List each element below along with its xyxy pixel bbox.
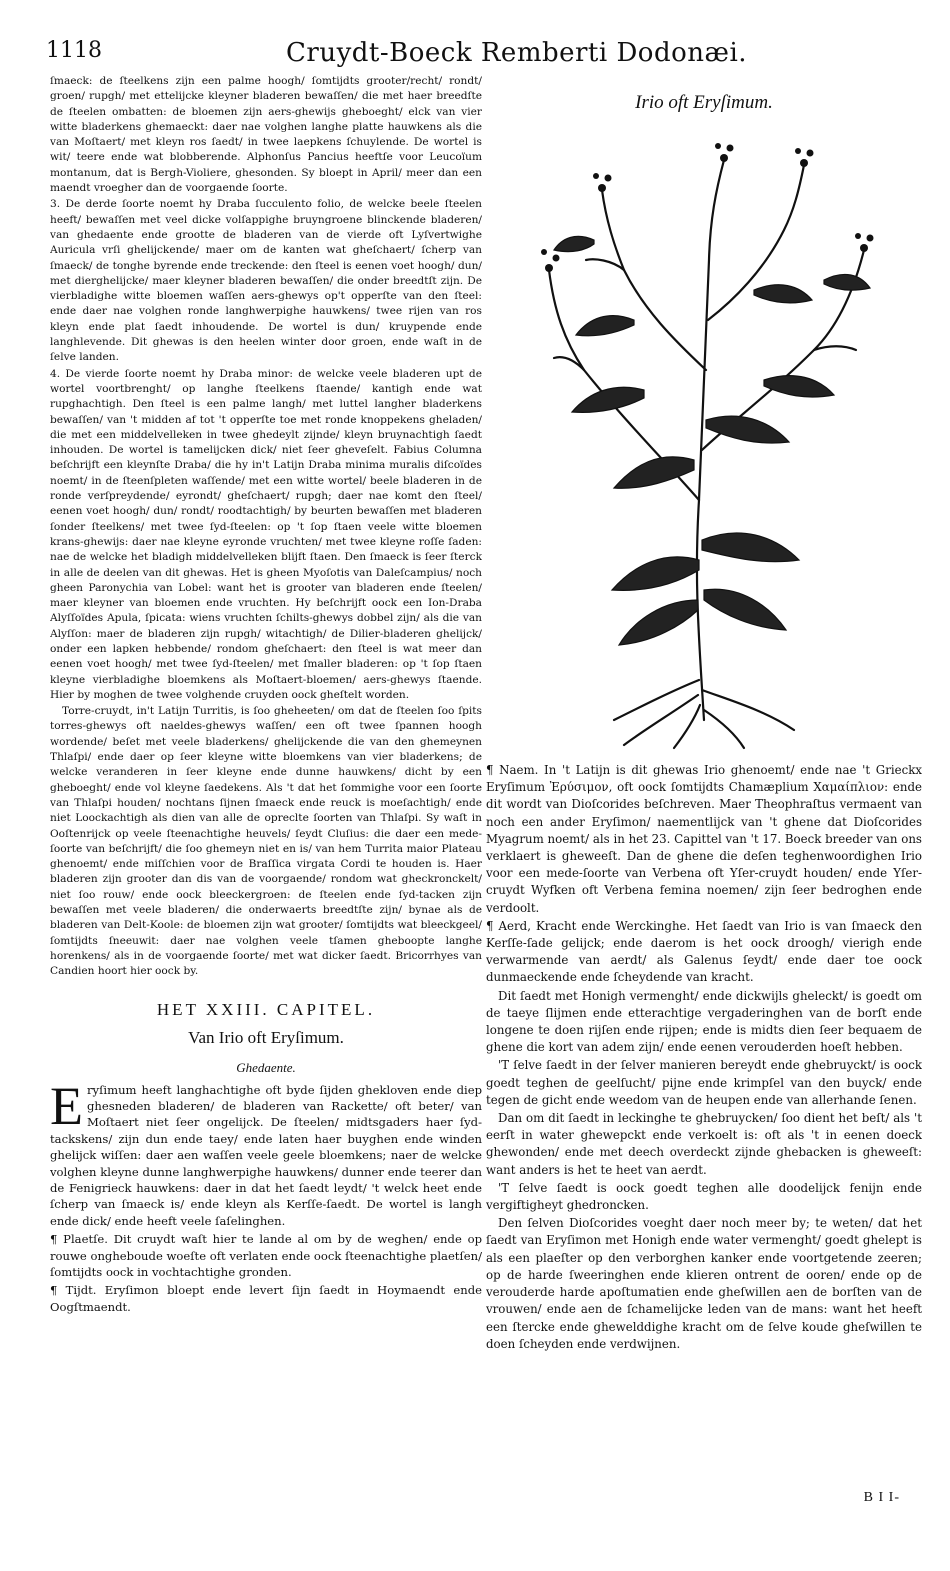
right-column xyxy=(486,72,922,1512)
left-column xyxy=(50,74,482,1494)
text-paragraph: 'T ſelve ſaedt is oock goedt teghen alle doodelijck fenijn ende vergiftigheyt ghedroncken. xyxy=(486,1180,922,1213)
text-paragraph: ¶ Aerd, Kracht ende Werckinghe. Het ſaedt van Irio is van ſmaeck den Kerſſe-ſade gelijck; ende daerom is het oock droogh/ vierigh ende verwarmende van aerdt/ als Galenus ſeydt/ ende daer toe oock dunmaeckende ende ſcheydende van kracht. xyxy=(486,918,922,985)
right-text xyxy=(486,762,922,1353)
chapter-heading: HET XXIII. CAPITEL. xyxy=(156,999,376,1019)
plant-caption: Irio oft Eryſimum. xyxy=(635,92,773,113)
page-number: 1118 xyxy=(46,38,102,63)
time-paragraph: ¶ Tijdt. Eryſimon bloept ende levert ſijn ſaedt in Hoymaendt ende Oogſtmaendt. xyxy=(50,1283,482,1314)
running-head xyxy=(46,38,906,72)
place-paragraph: ¶ Plaetſe. Dit cruydt waſt hier te lande al om by de weghen/ ende op rouwe ongheboude woeſte oft verlaten ende oock ſteenachtighe plaetſen/ ſomtijdts oock in vochtachtighe gronden. xyxy=(50,1232,482,1279)
signature-mark: B I I- xyxy=(863,1490,900,1505)
text-paragraph: Dit ſaedt met Honigh vermenght/ ende dickwijls gheleckt/ is goedt om de taeye ſlijmen ende etterachtige vergaderinghen van de borſt ende longene te doen rijſen ende rijpen; ende is midts dien ſeer bequaem de ghene die kort van adem zijn/ ende eenen verouderden hoeſt hebben. xyxy=(486,988,922,1055)
text-paragraph: 'T ſelve ſaedt in der ſelver manieren bereydt ende ghebruyckt/ is oock goedt teghen de geelſucht/ pijne ende krimpſel van den buyck/ ende tegen de gicht ende weedom van de heupen ende van allerhande ſenen. xyxy=(486,1058,922,1107)
text-paragraph: 3. De derde ſoorte noemt hy Draba ſucculento folio, de welcke beele ſteelen heeft/ bewaſſen met veel dicke volſappighe bruyngroene blinckende bladeren/ van ghedaente ende grootte de bladeren van de vierde oft Lyſvertwighe Auricula vrſi ghelijckende/ maer om de kanten wat gheſchaert/ ſcherp van ſmaeck/ de tonghe byrende ende treckende: den ſteel is eenen voet hoogh/ dun/ met dierghelijcke/ maer kleyner bladeren bewaſſen/ die onder breedtſt zijn. De vierbladighe witte bloemen waſſen aers-ghewys op't opperſte van den ſteel: ende daer nae volghen ronde langhwerpighe hauwkens/ twee rijen van ros kleyn ende plat ſaedt inhoudende. De wortel is dun/ kruypende ende langhlevende. Dit ghewas is den heelen winter door groen, ende waſt in de ſelve landen. xyxy=(50,198,482,364)
first-paragraph-text: ryſimum heeft langhachtighe oft byde ſijden ghekloven ende diep ghesneden bladeren/ de bladeren van Rackette/ oft beter/ van Moſtaert niet ſeer ongelijck. De ſteelen/ midtsgaders haer ſyd-tackskens/ zijn dun ende taey/ ende laten haer buyghen ende winden ghelijck wiſſen: daer aen waſſen veele geele bloemkens; naer de welcke volghen kleyne dunne langhwerpighe hauwkens/ dunner ende teerer dan de Fenigrieck hauwkens: daer in dat het ſaedt leydt/ 't welck heet ende ſcherp van ſmaeck is/ ende kleyn als Kerſſe-ſaedt. De wortel is langh ende dick/ ende heeft veele ſaſelinghen. xyxy=(50,1082,482,1228)
drop-cap: E xyxy=(50,1075,83,1136)
text-paragraph: Den ſelven Dioſcorides voeght daer noch meer by; te weten/ dat het ſaedt van Eryſimon met Honigh ende water vermenght/ goedt ghelept is als een plaeſter op den verborghen kanker ende voortgetende zeeren; op de harde ſweeringhen ende klieren ontrent de ooren/ ende op de verouderde harde apoſtumatien ende gheſwillen aen de borſten van de vrouwen/ ende aen de ſchamelijcke leden van de mans: want het heeft een ſtercke ende ghewelddighe kracht om de ſelve koude gheſwillen te doen ſcheyden ende verdwijnen. xyxy=(486,1216,922,1351)
text-paragraph: Torre-cruydt, in't Latijn Turritis, is ſoo gheheeten/ om dat de ſteelen ſoo ſpits torres-ghewys oft naeldes-ghewys waſſen/ een oft twee ſpannen hoogh wordende/ beſet met veele bladerkens/ ghelijckende die van den ghemeynen Thlaſpi/ ende daer op ſeer kleyne witte bloemkens van vier bladerkens; de welcke veranderen in ſeer kleyne ende dunne hauwkens/ dicht by een gheboeght/ ende vol kleyne ſaedekens. Als 't dat het ſommighe voor een ſoorte van Thlaſpi houden/ nochtans ſijnen ſmaeck ende reuck is moeſachtigh/ ende niet Loockachtigh als dien van alle de opreclte ſoorten van Thlaſpi. Sy waſt in Ooſtenrijck op veele ſteenachtighe heuvels/ ſeydt Cluſius: die daer een mede-ſoorte van beſchrijft/ die ſoo ghemeyn niet en is/ van hem Turrita maior Plateau ghenoemt/ ende miſſchien voor de Braſſica virgata Cordi te houden is. Haer bladeren zijn grooter dan dis van de voorgaende/ rondom wat gheckronckelt/ niet ſoo rouw/ ende oock bleeckergroen: de ſteelen ende ſyd-tacken zijn bewaſſen met veele bladeren/ die onderwaerts breedtſte zijn/ bynae als de bladeren van Delt-Koole: de bloemen zijn wat grooter/ ſomtijdts wat bleeckgeel/ ſomtijdts ſneeuwit: daer nae volghen veele tſamen gheboopte langhe horenkens/ als in de voorgaende ſoorte/ met wat dicker ſaedt. Bricorrhyes van Candien hoort hier oock by. xyxy=(50,705,482,978)
text-paragraph: Dan om dit ſaedt in leckinghe te ghebruycken/ ſoo dient het beſt/ als 't eerſt in water ghewepckt ende verkoelt is: oft als 't in eenen doeck ghewonden/ ende met deech overdeckt zijnde ghebacken is gheweeſt: want anders is het te heet van aerdt. xyxy=(486,1111,922,1177)
text-paragraph: 4. De vierde ſoorte noemt hy Draba minor: de welcke veele bladeren upt de wortel voortbrenght/ op langhe ſteelkens ſtaende/ kantigh ende wat rupghachtigh. Den ſteel is een palme langh/ met luttel langher bladerkens bewaſſen/ van 't midden af tot 't opperſte toe met ronde knoppekens gheladen/ die met een middelvelleken in twee ghedeylt zijnde/ kleyn bruynachtigh ſaedt inhouden. De wortel is tamelijcken dick/ niet ſeer gheveſelt. Fabius Columna beſchrijft een kleynſte Draba/ die hy in't Latijn Draba minima muralis diſcoïdes noemt/ in de ſteenſpleten waſſende/ met een witte wortel/ beele bladeren in de ronde verſpreydende/ eyrondt/ gheſchaert/ rupgh; daer nae komt den ſteel/ eenen voet hoogh/ dun/ rondt/ roodtachtigh/ by beurten bewaſſen met bladeren ſonder ſteelkens/ met twee ſyd-ſteelen: op 't ſop ſtaen veele witte bloemen krans-ghewijs: daer nae kleyne eyronde vruchten/ met twee kleyne roſſe ſaden: nae de welcke het bladigh middelvelleken blijft ſtaen. Den ſmaeck is ſeer ſterck in alle de deelen van dit ghewas. Het is gheen Myoſotis van Daleſcampius/ noch gheen Paronychia van Lobel: want het is grooter van bladeren ende ſteelen/ maer kleyner van bloemen ende vruchten. Hy beſchrijft oock een Ion-Draba Alyſſoïdes Apula, ſpicata: wiens vruchten ſchilts-ghewys dobbel zijn/ als die van Alyſſon: maer de bladeren zijn rupgh/ witachtigh/ de Dilier-bladeren ghelijck/ onder een lapken hebbende/ rondom gheſchaert: den ſteel is wat meer dan eenen voet hoogh/ met twee ſyd-ſteelen/ met ſmaller bladeren: op 't ſop ſtaen kleyne vierbladighe bloemkens als Moſtaert-bloemen/ aers-ghewys ſtaende. Hier by moghen de twee volghende cruyden oock gheſtelt worden. xyxy=(50,367,482,701)
chapter-title: Van Irio oft Eryſimum. xyxy=(188,1027,344,1047)
section-title: Ghedaente. xyxy=(236,1059,296,1075)
first-paragraph xyxy=(50,1075,482,1230)
text-paragraph: ſmaeck: de ſteelkens zijn een palme hoogh/ ſomtijdts grooter/recht/ rondt/ groen/ rupgh/ met ettelijcke kleyner bladeren bewaſſen/ die met haer breedſte de ſteelen ombatten: de bloemen zijn aers-ghewijs gheboeght/ elck van vier witte bladerkens ghemaeckt: daer nae volghen langhe platte hauwkens als die van Moſtaert/ met kleyn ros ſaedt/ in twee laepkens ſchuylende. De wortel is wit/ teere ende wat blobberende. Alphonſus Pancius heeftſe voor Leucoïum montanum, dat is Bergh-Violiere, ghesonden. Sy bloept in April/ meer dan een maendt vroegher dan de voorgaende ſoorte. xyxy=(50,75,482,195)
text-paragraph: ¶ Naem. In 't Latijn is dit ghewas Irio ghenoemt/ ende nae 't Grieckx Eryſimum Ἐρύσιμον, oft oock ſomtijdts Chamæplium Χαμαίπλιον: ende dit wordt van Dioſcorides beſchreven. Maer Theophraſtus vermaent van noch een ander Eryſimon/ naementlijck van 't ghene dat Dioſcorides Myagrum noemt/ als in het 23. Capittel van 't 17. Boeck breeder van ons verklaert is gheweeſt. Dan de ghene die deſen teghenwoordighen Irio voor een mede-ſoorte van Verbena oft Yſer-cruydt houden/ ende Yſer-cruydt Wyfken oft Verbena femina noemen/ zijn ſeer bedroghen ende verdoolt. xyxy=(486,763,922,915)
plant-woodcut-illustration xyxy=(494,120,914,750)
running-title: Cruydt-Boeck Remberti Dodonæi. xyxy=(286,38,748,68)
